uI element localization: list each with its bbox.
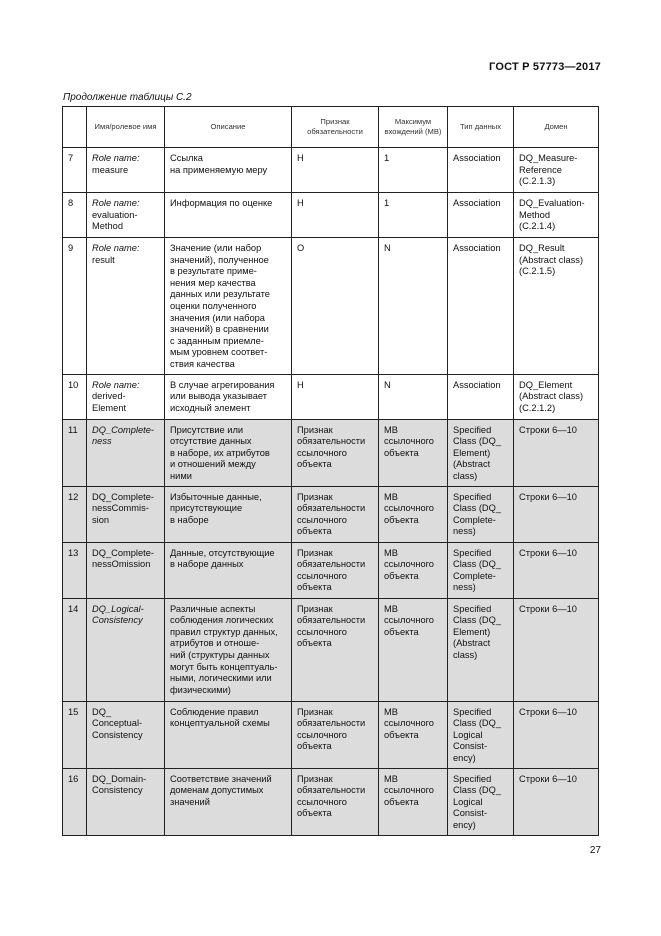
header-num — [63, 107, 87, 148]
element-name: DQ_ Conceptual- Consistency — [92, 706, 143, 740]
row-max-occurrence-cell: МВ ссылочного объекта — [379, 768, 448, 835]
table-row — [63, 701, 599, 768]
row-domain-cell: Строки 6—10 — [514, 768, 599, 835]
row-domain-cell: DQ_Evaluation- Method (C.2.1.4) — [514, 193, 599, 238]
header-data-type: Тип данных — [448, 107, 514, 148]
row-description-cell: Избыточные данные, присутствующие в наборе — [165, 486, 292, 542]
role-name-label: DQ_Logical- Consistency — [92, 603, 144, 626]
row-obligation-cell: Н — [292, 374, 379, 419]
header-domain: Домен — [514, 107, 599, 148]
header-max-occurrence: Максимум вхождений (МВ) — [379, 107, 448, 148]
table-row — [63, 238, 599, 375]
row-data-type-cell: Specified Class (DQ_ Logical Consist- ency) — [448, 768, 514, 835]
role-name-label: Role name: — [92, 153, 140, 163]
row-domain-cell: Строки 6—10 — [514, 419, 599, 486]
table-caption: Продолжение таблицы С.2 — [63, 92, 192, 103]
table-row — [63, 486, 599, 542]
row-obligation-cell: О — [292, 238, 379, 375]
row-max-occurrence-cell: МВ ссылочного объекта — [379, 419, 448, 486]
row-domain-cell: Строки 6—10 — [514, 598, 599, 701]
row-obligation-cell: Н — [292, 193, 379, 238]
row-number-cell: 16 — [63, 768, 87, 835]
row-description-cell: Различные аспекты соблюдения логических правил структур данных, атрибутов и отноше- ний (структуры данных могут быть концептуаль- ными, логическими или физическими) — [165, 598, 292, 701]
row-max-occurrence-cell: МВ ссылочного объекта — [379, 486, 448, 542]
data-table — [62, 106, 599, 836]
row-max-occurrence-cell: N — [379, 374, 448, 419]
row-description-cell: Соблюдение правил концептуальной схемы — [165, 701, 292, 768]
row-data-type-cell: Specified Class (DQ_ Logical Consist- ency) — [448, 701, 514, 768]
header-description: Описание — [165, 107, 292, 148]
row-domain-cell: DQ_Element (Abstract class) (C.2.1.2) — [514, 374, 599, 419]
row-obligation-cell: Признак обязательности ссылочного объекта — [292, 419, 379, 486]
row-obligation-cell: Признак обязательности ссылочного объекта — [292, 768, 379, 835]
role-name-label: Role name: — [92, 243, 140, 253]
row-obligation-cell: Н — [292, 148, 379, 193]
table-row — [63, 419, 599, 486]
row-max-occurrence-cell: МВ ссылочного объекта — [379, 701, 448, 768]
row-data-type-cell: Association — [448, 148, 514, 193]
document-code: ГОСТ Р 57773—2017 — [489, 61, 601, 73]
page-number: 27 — [589, 845, 601, 856]
table-row — [63, 193, 599, 238]
row-name-cell — [87, 374, 165, 419]
element-name: derived- Element — [92, 391, 127, 413]
row-description-cell: Соответствие значений доменам допустимых значений — [165, 768, 292, 835]
row-name-cell — [87, 486, 165, 542]
table-row — [63, 598, 599, 701]
row-data-type-cell: Association — [448, 374, 514, 419]
element-name: DQ_Domain- Consistency — [92, 773, 147, 796]
header-obligation: Признак обязательности — [292, 107, 379, 148]
header-name: Имя/ролевое имя — [87, 107, 165, 148]
row-max-occurrence-cell: МВ ссылочного объекта — [379, 598, 448, 701]
role-name-label: Role name: — [92, 198, 140, 208]
row-number-cell: 10 — [63, 374, 87, 419]
row-name-cell — [87, 768, 165, 835]
row-data-type-cell: Specified Class (DQ_ Complete- ness) — [448, 486, 514, 542]
row-number-cell: 12 — [63, 486, 87, 542]
row-domain-cell: DQ_Measure- Reference (C.2.1.3) — [514, 148, 599, 193]
row-data-type-cell: Association — [448, 238, 514, 375]
element-name: DQ_Complete- nessCommis- sion — [92, 491, 155, 525]
row-description-cell: Присутствие или отсутствие данных в наборе, их атрибутов и отношений между ними — [165, 419, 292, 486]
row-description-cell: В случае агрегирования или вывода указывает исходный элемент — [165, 374, 292, 419]
row-number-cell: 13 — [63, 542, 87, 598]
row-description-cell: Информация по оценке — [165, 193, 292, 238]
row-data-type-cell: Specified Class (DQ_ Element) (Abstract class) — [448, 419, 514, 486]
row-domain-cell: Строки 6—10 — [514, 542, 599, 598]
row-obligation-cell: Признак обязательности ссылочного объекта — [292, 542, 379, 598]
row-number-cell: 9 — [63, 238, 87, 375]
row-number-cell: 15 — [63, 701, 87, 768]
row-data-type-cell: Association — [448, 193, 514, 238]
row-obligation-cell: Признак обязательности ссылочного объекта — [292, 486, 379, 542]
element-name: DQ_Complete- nessOmission — [92, 547, 155, 570]
row-name-cell — [87, 542, 165, 598]
row-number-cell: 11 — [63, 419, 87, 486]
table-row — [63, 542, 599, 598]
role-name-label: DQ_Complete- ness — [92, 424, 155, 447]
table-header-row — [63, 107, 599, 148]
table-row — [63, 768, 599, 835]
row-domain-cell: DQ_Result (Abstract class) (C.2.1.5) — [514, 238, 599, 375]
row-description-cell: Данные, отсутствующие в наборе данных — [165, 542, 292, 598]
element-name: measure — [92, 164, 129, 175]
row-description-cell: Ссылка на применяемую меру — [165, 148, 292, 193]
element-name: result — [92, 254, 115, 265]
row-description-cell: Значение (или набор значений), полученное в результате приме- нения мер качества данных или результате оценки полученного значения (или набора значений) в сравнении с заданным приемле- мым уровнем соответ- ствия качества — [165, 238, 292, 375]
row-max-occurrence-cell: 1 — [379, 193, 448, 238]
row-name-cell — [87, 701, 165, 768]
row-name-cell — [87, 598, 165, 701]
row-name-cell — [87, 419, 165, 486]
row-data-type-cell: Specified Class (DQ_ Element) (Abstract class) — [448, 598, 514, 701]
row-max-occurrence-cell: МВ ссылочного объекта — [379, 542, 448, 598]
row-domain-cell: Строки 6—10 — [514, 486, 599, 542]
row-name-cell — [87, 238, 165, 375]
row-number-cell: 7 — [63, 148, 87, 193]
row-obligation-cell: Признак обязательности ссылочного объекта — [292, 701, 379, 768]
row-number-cell: 14 — [63, 598, 87, 701]
row-number-cell: 8 — [63, 193, 87, 238]
row-domain-cell: Строки 6—10 — [514, 701, 599, 768]
element-name: evaluation- Method — [92, 209, 138, 232]
row-max-occurrence-cell: N — [379, 238, 448, 375]
row-name-cell — [87, 193, 165, 238]
table-row — [63, 148, 599, 193]
row-name-cell — [87, 148, 165, 193]
row-data-type-cell: Specified Class (DQ_ Complete- ness) — [448, 542, 514, 598]
row-obligation-cell: Признак обязательности ссылочного объекта — [292, 598, 379, 701]
table-row — [63, 374, 599, 419]
row-max-occurrence-cell: 1 — [379, 148, 448, 193]
role-name-label: Role name: — [92, 379, 140, 390]
